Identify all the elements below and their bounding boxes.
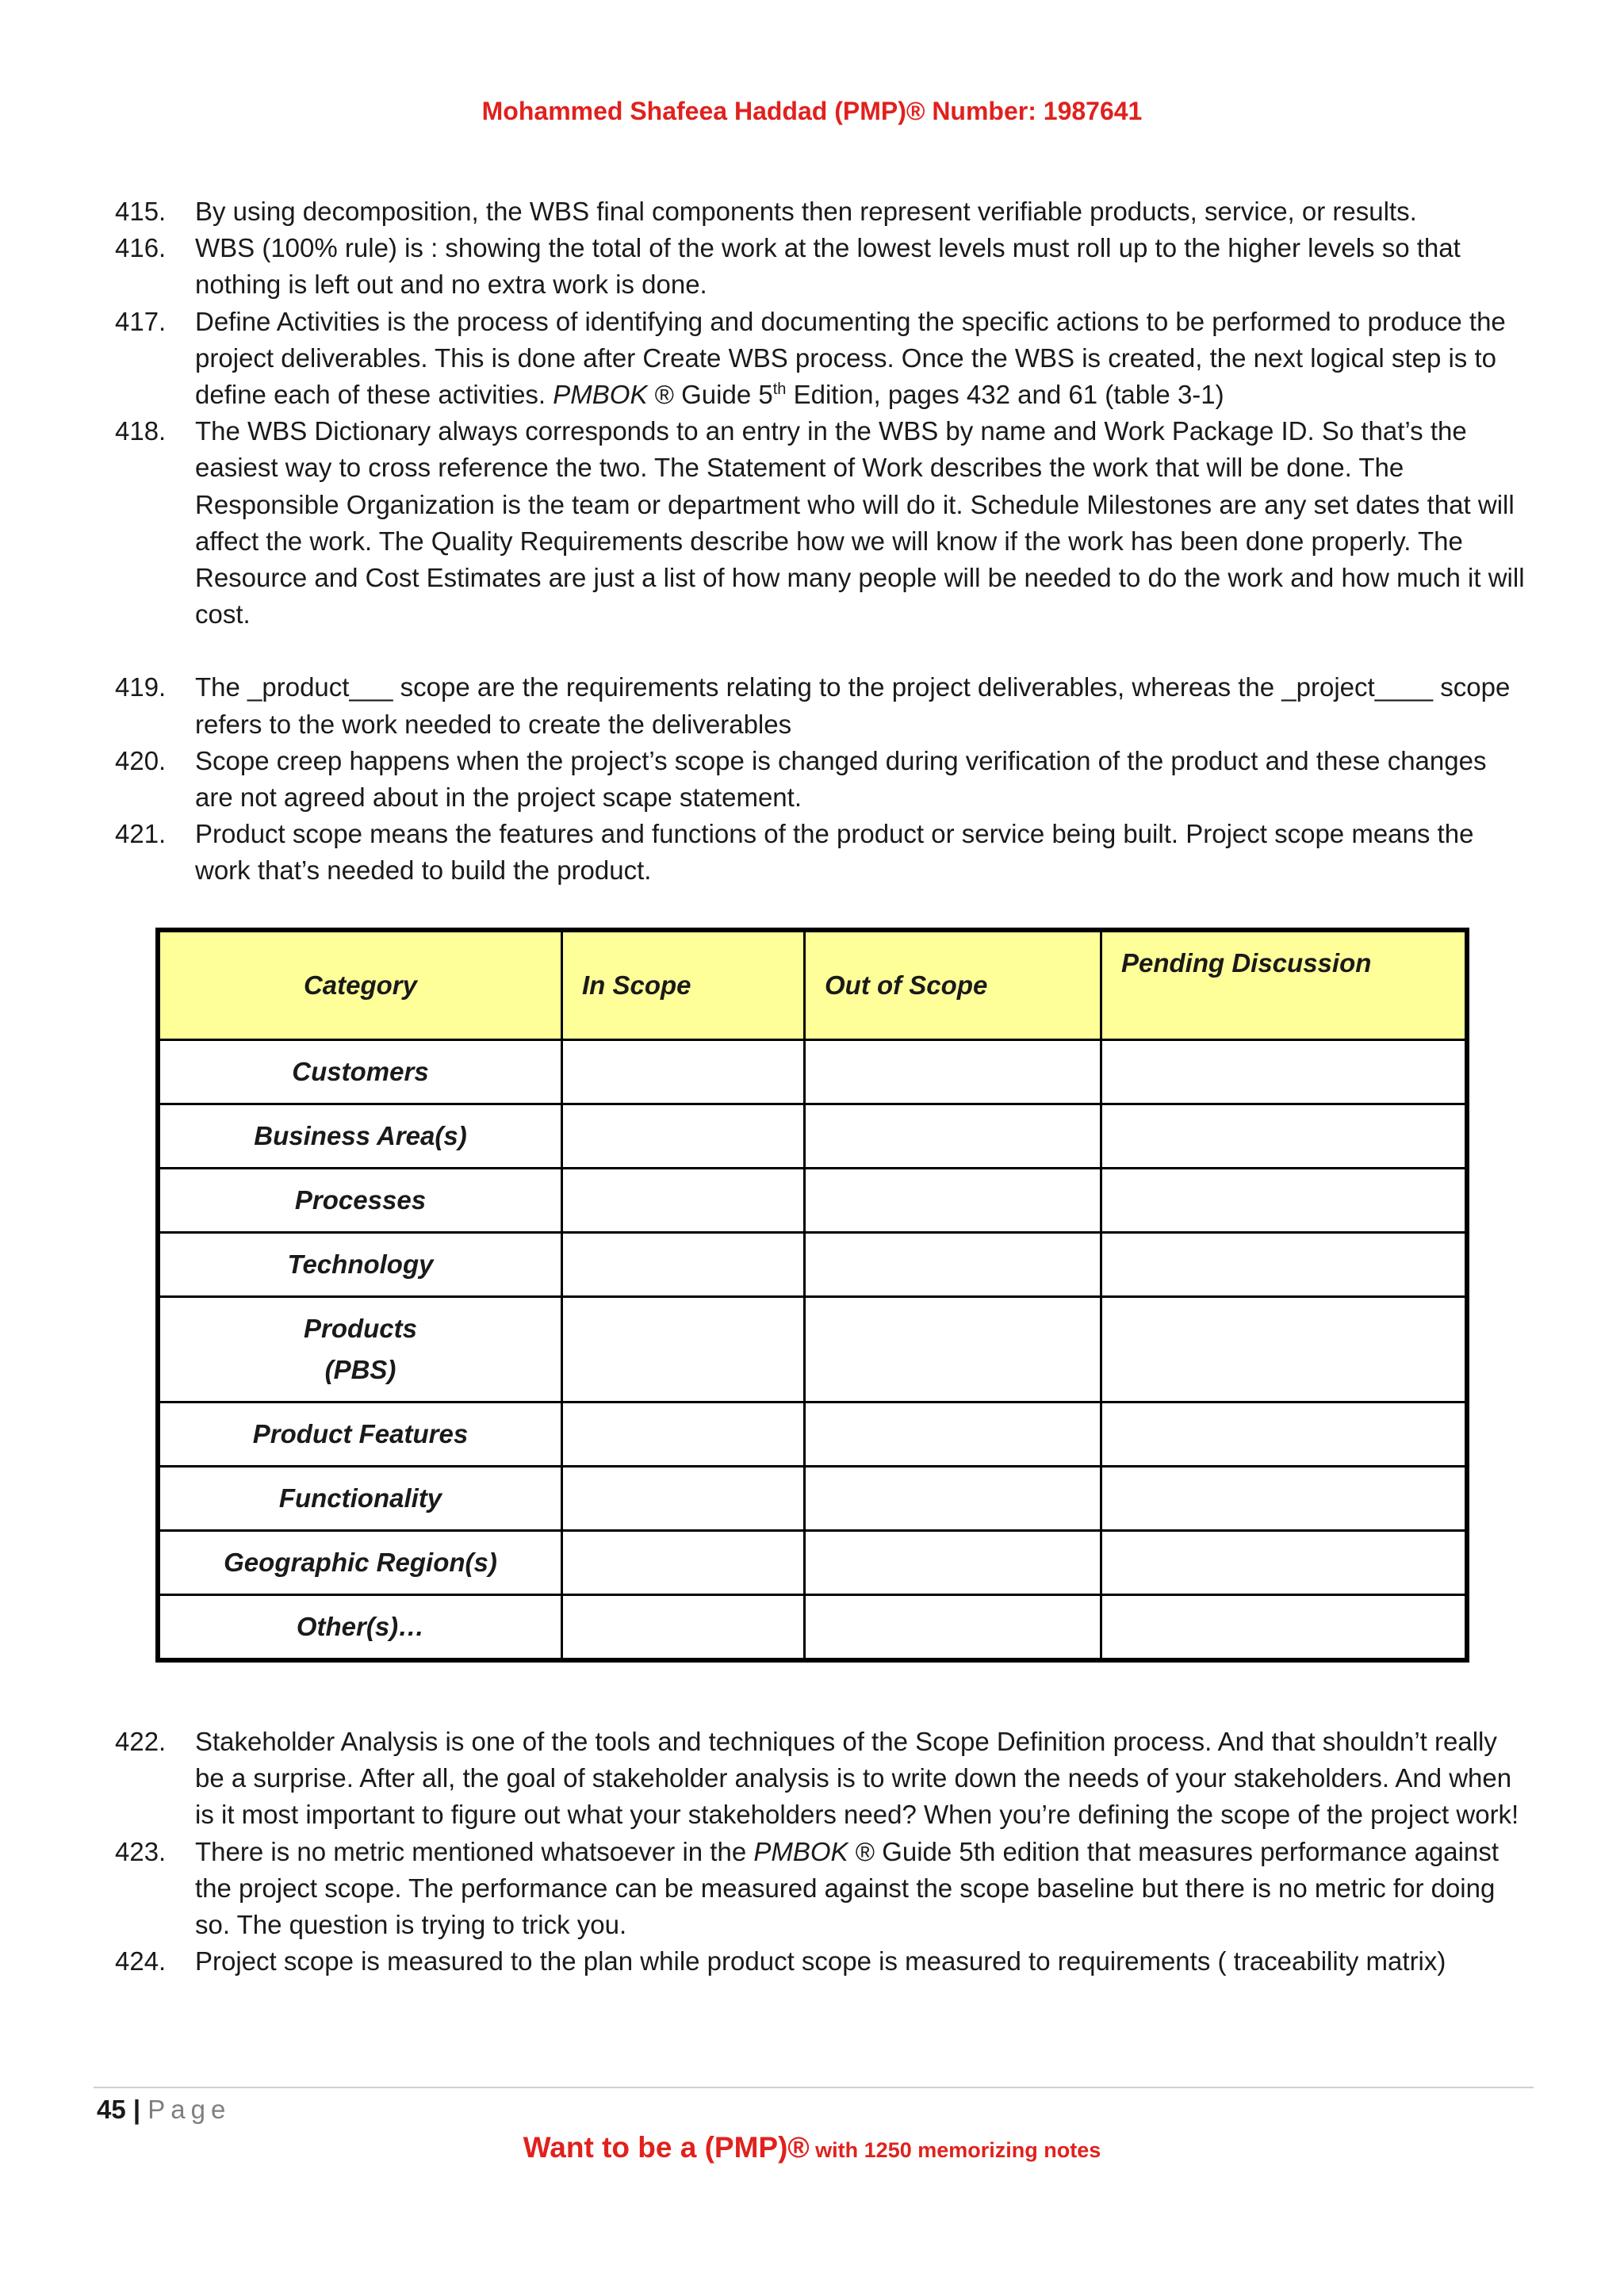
pending-cell bbox=[1101, 1169, 1468, 1233]
in-scope-cell bbox=[562, 1233, 805, 1297]
note-text: Project scope is measured to the plan while product scope is measured to requirements ( traceability matrix) bbox=[195, 1946, 1446, 1976]
table-row bbox=[158, 1233, 1467, 1297]
table-row bbox=[158, 1531, 1467, 1595]
table-row bbox=[158, 1040, 1467, 1104]
category-cell: Functionality bbox=[158, 1467, 562, 1531]
footer-divider bbox=[94, 2087, 1534, 2088]
note-text-part: ® Guide 5th edition that measures performance against the project scope. The performance can be measured against the scope baseline but there is no metric for doing so. The question is trying to trick you. bbox=[195, 1836, 1499, 1940]
note-superscript: th bbox=[772, 381, 787, 399]
note-item bbox=[115, 230, 1526, 303]
scope-table bbox=[155, 928, 1469, 1663]
note-number: 424. bbox=[115, 1946, 167, 1976]
note-text: The _product___ scope are the requirements relating to the project deliverables, whereas the _project____ scope refers to the work needed to create the deliverables bbox=[195, 672, 1511, 739]
out-of-scope-cell bbox=[805, 1467, 1101, 1531]
page-separator: | bbox=[132, 2095, 141, 2124]
in-scope-cell bbox=[562, 1531, 805, 1595]
page-header-title: Mohammed Shafeea Haddad (PMP)® Number: 1987641 bbox=[481, 97, 1143, 125]
note-italic-ref: PMBOK bbox=[553, 380, 648, 410]
footer-tagline bbox=[0, 2131, 1624, 2164]
pending-cell bbox=[1101, 1467, 1468, 1531]
table-header-row bbox=[158, 930, 1467, 1040]
pending-cell bbox=[1101, 1104, 1468, 1169]
pending-cell bbox=[1101, 1040, 1468, 1104]
note-item bbox=[115, 1724, 1526, 1834]
category-cell: Processes bbox=[158, 1169, 562, 1233]
category-line: (PBS) bbox=[324, 1355, 396, 1384]
note-item bbox=[115, 304, 1526, 414]
note-item bbox=[115, 1943, 1526, 1980]
header-out-of-scope: Out of Scope bbox=[805, 930, 1101, 1040]
note-text bbox=[195, 304, 1526, 414]
note-item bbox=[115, 743, 1526, 816]
in-scope-cell bbox=[562, 1467, 805, 1531]
table-row bbox=[158, 1104, 1467, 1169]
out-of-scope-cell bbox=[805, 1531, 1101, 1595]
note-number: 415. bbox=[115, 197, 167, 226]
note-text bbox=[195, 1834, 1526, 1944]
note-text: WBS (100% rule) is : showing the total of the work at the lowest levels must roll up to the higher levels so that nothing is left out and no extra work is done. bbox=[195, 233, 1461, 300]
table-row bbox=[158, 1402, 1467, 1467]
note-number: 417. bbox=[115, 306, 167, 336]
note-text-part: Define Activities is the process of identifying and documenting the specific actions to be performed to produce the project deliverables. This is done after Create WBS process. Once the WBS is created, the next logical step is to define each of these activities. bbox=[195, 306, 1506, 410]
note-item bbox=[115, 193, 1526, 230]
note-item bbox=[115, 669, 1526, 742]
note-number: 420. bbox=[115, 745, 167, 775]
category-cell bbox=[158, 1297, 562, 1402]
in-scope-cell bbox=[562, 1595, 805, 1661]
out-of-scope-cell bbox=[805, 1104, 1101, 1169]
page-label: Page bbox=[147, 2095, 232, 2124]
pending-cell bbox=[1101, 1402, 1468, 1467]
note-text: Scope creep happens when the project’s scope is changed during verification of the product and these changes are not agreed about in the project scape statement. bbox=[195, 745, 1487, 813]
table-row bbox=[158, 1169, 1467, 1233]
category-cell: Other(s)… bbox=[158, 1595, 562, 1661]
note-number: 418. bbox=[115, 416, 167, 446]
note-number: 423. bbox=[115, 1836, 167, 1866]
notes-list-top bbox=[115, 193, 1526, 890]
out-of-scope-cell bbox=[805, 1040, 1101, 1104]
pending-cell bbox=[1101, 1233, 1468, 1297]
out-of-scope-cell bbox=[805, 1169, 1101, 1233]
note-italic-ref: PMBOK bbox=[753, 1836, 848, 1866]
note-text-part: Edition, pages 432 and 61 (table 3-1) bbox=[786, 380, 1224, 410]
note-item bbox=[115, 1834, 1526, 1944]
category-cell: Customers bbox=[158, 1040, 562, 1104]
out-of-scope-cell bbox=[805, 1595, 1101, 1661]
note-text: The WBS Dictionary always corresponds to an entry in the WBS by name and Work Package ID. So that’s the easiest way to cross reference the two. The Statement of Work describes the work that will be done. The Responsible Organization is the team or department who will do it. Schedule Milestones are any set dates that will affect the work. The Quality Requirements describe how we will know if the work has been done properly. The Resource and Cost Estimates are just a list of how many people will be needed to do the work and how much it will cost. bbox=[195, 416, 1525, 629]
notes-list-bottom bbox=[115, 1724, 1526, 1980]
header-category: Category bbox=[158, 930, 562, 1040]
header-in-scope: In Scope bbox=[562, 930, 805, 1040]
paragraph-gap bbox=[115, 633, 1526, 669]
category-cell: Technology bbox=[158, 1233, 562, 1297]
tagline-main: Want to be a (PMP)® bbox=[523, 2131, 810, 2164]
in-scope-cell bbox=[562, 1040, 805, 1104]
out-of-scope-cell bbox=[805, 1233, 1101, 1297]
note-item bbox=[115, 816, 1526, 889]
category-line: Products bbox=[303, 1314, 418, 1343]
pending-cell bbox=[1101, 1595, 1468, 1661]
category-cell: Geographic Region(s) bbox=[158, 1531, 562, 1595]
table-row bbox=[158, 1297, 1467, 1402]
header-pending-discussion: Pending Discussion bbox=[1101, 930, 1468, 1040]
note-text: Product scope means the features and functions of the product or service being built. Project scope means the work that’s needed to build the product. bbox=[195, 819, 1474, 886]
table-row bbox=[158, 1467, 1467, 1531]
note-text: By using decomposition, the WBS final components then represent verifiable products, service, or results. bbox=[195, 197, 1417, 226]
table-row bbox=[158, 1595, 1467, 1661]
note-text: Stakeholder Analysis is one of the tools and techniques of the Scope Definition process. And that shouldn’t really be a surprise. After all, the goal of stakeholder analysis is to write down the needs of your stakeholders. And when is it most important to figure out what your stakeholders need? When you’re defining the scope of the project work! bbox=[195, 1727, 1519, 1830]
note-text-part: ® Guide 5 bbox=[647, 380, 773, 410]
note-number: 421. bbox=[115, 819, 167, 849]
pending-cell bbox=[1101, 1531, 1468, 1595]
in-scope-cell bbox=[562, 1297, 805, 1402]
in-scope-cell bbox=[562, 1104, 805, 1169]
category-cell: Business Area(s) bbox=[158, 1104, 562, 1169]
note-text-part: There is no metric mentioned whatsoever in the bbox=[195, 1836, 754, 1866]
page-number: 45 bbox=[97, 2095, 126, 2124]
note-number: 419. bbox=[115, 672, 167, 702]
out-of-scope-cell bbox=[805, 1297, 1101, 1402]
in-scope-cell bbox=[562, 1169, 805, 1233]
note-number: 416. bbox=[115, 233, 167, 263]
note-item bbox=[115, 413, 1526, 633]
page-number-block bbox=[97, 2095, 231, 2125]
out-of-scope-cell bbox=[805, 1402, 1101, 1467]
note-number: 422. bbox=[115, 1727, 167, 1756]
category-cell: Product Features bbox=[158, 1402, 562, 1467]
pending-cell bbox=[1101, 1297, 1468, 1402]
in-scope-cell bbox=[562, 1402, 805, 1467]
tagline-sub: with 1250 memorizing notes bbox=[809, 2138, 1101, 2162]
